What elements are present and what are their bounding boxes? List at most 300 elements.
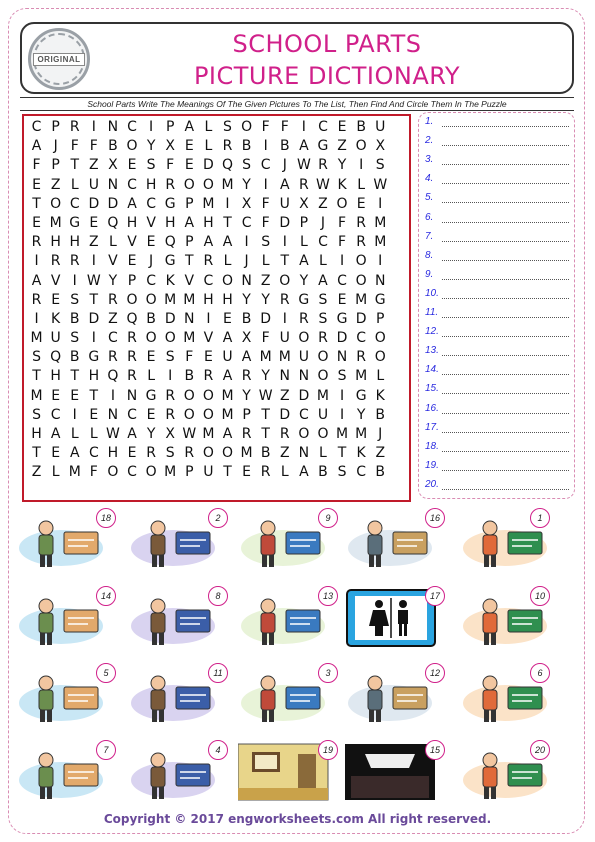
puzzle-letter[interactable]: D — [164, 310, 176, 327]
puzzle-letter[interactable]: O — [202, 387, 214, 404]
puzzle-letter[interactable]: B — [69, 310, 80, 327]
puzzle-letter[interactable]: Y — [242, 291, 251, 308]
puzzle-letter[interactable]: J — [149, 253, 154, 270]
puzzle-letter[interactable]: I — [301, 119, 306, 135]
puzzle-letter[interactable]: R — [356, 349, 366, 366]
puzzle-letter[interactable]: O — [355, 138, 367, 155]
puzzle-letter[interactable]: O — [107, 464, 119, 481]
answer-blank[interactable] — [442, 326, 569, 337]
puzzle-letter[interactable]: B — [318, 464, 328, 481]
answer-line[interactable] — [425, 135, 569, 146]
puzzle-letter[interactable]: C — [356, 464, 367, 481]
puzzle-letter[interactable]: H — [126, 214, 138, 231]
puzzle-letter[interactable]: B — [241, 310, 252, 327]
puzzle-letter[interactable]: E — [242, 464, 251, 481]
puzzle-letter[interactable]: M — [30, 330, 43, 347]
puzzle-letter[interactable]: U — [279, 195, 290, 212]
puzzle-letter[interactable]: M — [355, 426, 368, 442]
puzzle-letter[interactable]: C — [88, 445, 99, 462]
puzzle-letter[interactable]: R — [69, 253, 80, 270]
puzzle-letter[interactable]: S — [242, 157, 252, 174]
puzzle-letter[interactable]: N — [126, 387, 138, 404]
puzzle-letter[interactable]: C — [127, 464, 137, 481]
puzzle-letter[interactable]: A — [184, 119, 195, 135]
puzzle-letter[interactable]: X — [165, 138, 175, 155]
answer-blank[interactable] — [442, 422, 569, 433]
puzzle-letter[interactable]: O — [202, 176, 214, 193]
puzzle-letter[interactable]: T — [337, 445, 347, 462]
puzzle-letter[interactable]: A — [318, 272, 328, 289]
puzzle-letter[interactable]: I — [206, 310, 211, 327]
puzzle-letter[interactable]: M — [221, 176, 234, 193]
puzzle-letter[interactable]: H — [145, 176, 157, 193]
puzzle-letter[interactable]: I — [91, 119, 96, 135]
puzzle-letter[interactable]: D — [88, 310, 100, 327]
answer-blank[interactable] — [442, 269, 569, 280]
puzzle-letter[interactable]: M — [221, 406, 234, 423]
puzzle-letter[interactable]: G — [88, 349, 100, 366]
puzzle-letter[interactable]: F — [261, 119, 270, 135]
puzzle-letter[interactable]: I — [72, 272, 77, 289]
puzzle-letter[interactable]: U — [222, 349, 233, 366]
puzzle-letter[interactable]: O — [126, 291, 138, 308]
puzzle-letter[interactable]: O — [50, 195, 62, 212]
puzzle-letter[interactable]: P — [127, 272, 137, 289]
puzzle-letter[interactable]: O — [241, 119, 253, 135]
puzzle-letter[interactable]: R — [69, 119, 80, 135]
puzzle-letter[interactable]: F — [166, 157, 175, 174]
puzzle-letter[interactable]: L — [70, 176, 79, 193]
puzzle-letter[interactable]: Z — [318, 195, 328, 212]
puzzle-letter[interactable]: T — [261, 426, 270, 442]
answer-line[interactable] — [425, 383, 569, 394]
puzzle-letter[interactable]: I — [339, 406, 345, 423]
puzzle-letter[interactable]: G — [164, 253, 176, 270]
puzzle-letter[interactable]: R — [146, 445, 156, 462]
puzzle-letter[interactable]: I — [282, 234, 287, 251]
puzzle-letter[interactable]: K — [375, 387, 385, 404]
puzzle-letter[interactable]: I — [225, 195, 230, 212]
puzzle-letter[interactable]: T — [89, 387, 99, 404]
answer-blank[interactable] — [442, 135, 569, 146]
puzzle-letter[interactable]: M — [355, 291, 368, 308]
puzzle-letter[interactable]: N — [336, 349, 348, 366]
puzzle-letter[interactable]: S — [32, 349, 41, 366]
puzzle-letter[interactable]: O — [374, 349, 386, 366]
puzzle-letter[interactable]: V — [108, 253, 118, 270]
puzzle-letter[interactable]: N — [298, 368, 310, 385]
puzzle-letter[interactable]: E — [32, 176, 41, 193]
puzzle-letter[interactable]: N — [184, 310, 195, 327]
puzzle-letter[interactable]: O — [355, 272, 367, 289]
puzzle-letter[interactable]: F — [261, 330, 270, 347]
puzzle-letter[interactable]: I — [378, 195, 383, 212]
puzzle-letter[interactable]: E — [146, 406, 156, 423]
puzzle-letter[interactable]: O — [164, 330, 176, 347]
puzzle-letter[interactable]: M — [374, 214, 387, 231]
puzzle-letter[interactable]: R — [31, 291, 42, 308]
puzzle-letter[interactable]: G — [145, 387, 157, 404]
puzzle-letter[interactable]: R — [298, 176, 309, 193]
puzzle-letter[interactable]: Y — [356, 406, 366, 423]
puzzle-letter[interactable]: Z — [337, 138, 347, 155]
puzzle-letter[interactable]: I — [168, 368, 173, 385]
answer-blank[interactable] — [442, 288, 569, 299]
puzzle-letter[interactable]: D — [260, 310, 272, 327]
puzzle-letter[interactable]: Y — [242, 176, 251, 193]
puzzle-letter[interactable]: G — [164, 195, 176, 212]
puzzle-letter[interactable]: C — [108, 330, 118, 347]
puzzle-letter[interactable]: K — [356, 445, 366, 462]
puzzle-letter[interactable]: V — [184, 272, 195, 289]
puzzle-letter[interactable]: H — [50, 234, 61, 251]
puzzle-letter[interactable]: Z — [279, 445, 290, 462]
puzzle-letter[interactable]: B — [184, 368, 195, 385]
puzzle-letter[interactable]: Q — [50, 349, 62, 366]
puzzle-letter[interactable]: F — [261, 195, 270, 212]
puzzle-letter[interactable]: C — [318, 234, 328, 251]
puzzle-letter[interactable]: Z — [89, 234, 99, 251]
puzzle-letter[interactable]: P — [51, 119, 60, 135]
puzzle-letter[interactable]: C — [127, 119, 137, 135]
puzzle-letter[interactable]: Z — [108, 310, 118, 327]
puzzle-letter[interactable]: V — [127, 234, 137, 251]
puzzle-letter[interactable]: T — [280, 253, 290, 270]
puzzle-letter[interactable]: W — [316, 176, 330, 193]
puzzle-letter[interactable]: I — [263, 176, 268, 193]
answer-blank[interactable] — [442, 192, 569, 203]
puzzle-letter[interactable]: G — [374, 291, 386, 308]
puzzle-letter[interactable]: R — [184, 445, 195, 462]
puzzle-letter[interactable]: P — [185, 195, 194, 212]
answer-line[interactable] — [425, 403, 569, 414]
puzzle-letter[interactable]: O — [298, 330, 310, 347]
puzzle-letter[interactable]: R — [356, 214, 366, 231]
puzzle-letter[interactable]: U — [203, 464, 214, 481]
puzzle-letter[interactable]: B — [69, 349, 80, 366]
puzzle-letter[interactable]: M — [240, 445, 253, 462]
puzzle-letter[interactable]: C — [260, 157, 271, 174]
puzzle-letter[interactable]: H — [107, 445, 119, 462]
puzzle-letter[interactable]: G — [317, 138, 329, 155]
puzzle-letter[interactable]: T — [32, 195, 41, 212]
puzzle-letter[interactable]: F — [32, 157, 41, 174]
puzzle-letter[interactable]: F — [280, 119, 289, 135]
puzzle-letter[interactable]: C — [31, 119, 42, 135]
puzzle-letter[interactable]: C — [127, 406, 137, 423]
answer-blank[interactable] — [442, 307, 569, 318]
puzzle-letter[interactable]: S — [318, 310, 328, 327]
puzzle-letter[interactable]: G — [69, 214, 81, 231]
puzzle-letter[interactable]: A — [222, 368, 233, 385]
puzzle-letter[interactable]: L — [204, 119, 213, 135]
puzzle-letter[interactable]: M — [278, 349, 291, 366]
puzzle-letter[interactable]: A — [299, 464, 309, 481]
puzzle-letter[interactable]: U — [279, 330, 290, 347]
answer-blank[interactable] — [442, 345, 569, 356]
puzzle-letter[interactable]: E — [70, 387, 80, 404]
puzzle-letter[interactable]: F — [261, 214, 270, 231]
puzzle-letter[interactable]: E — [223, 310, 232, 327]
answer-blank[interactable] — [442, 154, 569, 165]
puzzle-letter[interactable]: M — [164, 291, 177, 308]
puzzle-letter[interactable]: E — [184, 157, 194, 174]
puzzle-letter[interactable]: Y — [299, 272, 309, 289]
puzzle-letter[interactable]: C — [146, 272, 156, 289]
puzzle-letter[interactable]: R — [260, 464, 271, 481]
puzzle-letter[interactable]: N — [107, 176, 119, 193]
puzzle-letter[interactable]: P — [376, 310, 385, 327]
puzzle-letter[interactable]: R — [165, 387, 176, 404]
puzzle-letter[interactable]: I — [378, 253, 383, 270]
answer-line[interactable] — [425, 345, 569, 356]
puzzle-letter[interactable]: R — [50, 253, 61, 270]
puzzle-letter[interactable]: B — [279, 138, 290, 155]
puzzle-letter[interactable]: J — [53, 138, 58, 155]
puzzle-letter[interactable]: H — [164, 214, 176, 231]
puzzle-letter[interactable]: O — [183, 406, 195, 423]
puzzle-letter[interactable]: O — [317, 368, 329, 385]
answer-blank[interactable] — [442, 364, 569, 375]
puzzle-letter[interactable]: K — [165, 272, 175, 289]
puzzle-letter[interactable]: R — [31, 234, 42, 251]
puzzle-letter[interactable]: L — [223, 253, 232, 270]
puzzle-letter[interactable]: R — [127, 349, 137, 366]
puzzle-letter[interactable]: I — [91, 330, 96, 347]
puzzle-letter[interactable]: F — [338, 234, 347, 251]
answer-line[interactable] — [425, 307, 569, 318]
puzzle-letter[interactable]: L — [357, 176, 366, 193]
puzzle-letter[interactable]: O — [202, 406, 214, 423]
answer-blank[interactable] — [442, 383, 569, 394]
answer-blank[interactable] — [442, 441, 569, 452]
puzzle-letter[interactable]: X — [375, 138, 386, 155]
answer-line[interactable] — [425, 422, 569, 433]
puzzle-letter[interactable]: F — [89, 138, 98, 155]
puzzle-letter[interactable]: H — [69, 234, 80, 251]
puzzle-letter[interactable]: A — [50, 426, 61, 442]
puzzle-letter[interactable]: O — [355, 253, 367, 270]
puzzle-letter[interactable]: O — [183, 387, 195, 404]
puzzle-letter[interactable]: D — [107, 195, 119, 212]
puzzle-letter[interactable]: A — [222, 426, 233, 442]
puzzle-letter[interactable]: U — [88, 176, 99, 193]
puzzle-letter[interactable]: G — [336, 310, 348, 327]
puzzle-letter[interactable]: O — [145, 330, 157, 347]
puzzle-letter[interactable]: S — [146, 157, 156, 174]
puzzle-letter[interactable]: R — [318, 157, 328, 174]
puzzle-letter[interactable]: I — [339, 253, 345, 270]
puzzle-letter[interactable]: I — [244, 234, 249, 251]
puzzle-letter[interactable]: N — [279, 368, 290, 385]
puzzle-letter[interactable]: A — [203, 234, 214, 251]
puzzle-letter[interactable]: I — [72, 406, 77, 423]
answer-line[interactable] — [425, 479, 569, 490]
puzzle-letter[interactable]: S — [165, 445, 175, 462]
puzzle-letter[interactable]: Q — [107, 214, 119, 231]
puzzle-letter[interactable]: E — [32, 214, 41, 231]
puzzle-letter[interactable]: M — [374, 234, 387, 251]
puzzle-letter[interactable]: S — [70, 291, 80, 308]
puzzle-letter[interactable]: E — [127, 445, 137, 462]
puzzle-letter[interactable]: T — [70, 157, 80, 174]
puzzle-letter[interactable]: O — [279, 272, 291, 289]
puzzle-letter[interactable]: C — [203, 272, 214, 289]
puzzle-letter[interactable]: P — [51, 157, 60, 174]
puzzle-letter[interactable]: E — [89, 406, 99, 423]
puzzle-letter[interactable]: I — [34, 310, 39, 327]
answer-line[interactable] — [425, 364, 569, 375]
puzzle-letter[interactable]: U — [375, 119, 386, 135]
puzzle-letter[interactable]: O — [126, 138, 138, 155]
puzzle-letter[interactable]: L — [280, 464, 289, 481]
puzzle-letter[interactable]: R — [279, 291, 290, 308]
puzzle-letter[interactable]: S — [375, 157, 385, 174]
puzzle-letter[interactable]: V — [146, 214, 156, 231]
puzzle-letter[interactable]: X — [108, 157, 118, 174]
puzzle-letter[interactable]: R — [298, 310, 309, 327]
puzzle-letter[interactable]: S — [261, 234, 271, 251]
puzzle-letter[interactable]: M — [30, 387, 43, 404]
puzzle-letter[interactable]: T — [223, 464, 232, 481]
puzzle-letter[interactable]: O — [145, 464, 157, 481]
puzzle-letter[interactable]: C — [69, 195, 80, 212]
puzzle-letter[interactable]: E — [146, 349, 156, 366]
puzzle-letter[interactable]: N — [298, 445, 310, 462]
puzzle-letter[interactable]: H — [203, 291, 214, 308]
puzzle-letter[interactable]: W — [106, 426, 120, 442]
puzzle-letter[interactable]: O — [298, 426, 310, 442]
answer-blank[interactable] — [442, 479, 569, 490]
puzzle-letter[interactable]: R — [165, 406, 176, 423]
puzzle-letter[interactable]: D — [88, 195, 100, 212]
puzzle-letter[interactable]: A — [299, 138, 309, 155]
puzzle-letter[interactable]: M — [259, 349, 272, 366]
puzzle-letter[interactable]: P — [165, 119, 175, 135]
puzzle-letter[interactable]: S — [337, 368, 347, 385]
puzzle-letter[interactable]: Q — [164, 234, 176, 251]
puzzle-letter[interactable]: H — [203, 214, 214, 231]
puzzle-letter[interactable]: S — [70, 330, 80, 347]
puzzle-letter[interactable]: A — [222, 234, 233, 251]
puzzle-letter[interactable]: T — [185, 253, 194, 270]
puzzle-letter[interactable]: O — [202, 445, 214, 462]
puzzle-letter[interactable]: A — [299, 253, 309, 270]
puzzle-letter[interactable]: X — [241, 330, 252, 347]
puzzle-letter[interactable]: Y — [261, 368, 270, 385]
puzzle-letter[interactable]: C — [356, 330, 367, 347]
puzzle-letter[interactable]: N — [107, 406, 119, 423]
puzzle-letter[interactable]: A — [127, 426, 137, 442]
puzzle-letter[interactable]: X — [165, 426, 175, 442]
puzzle-letter[interactable]: N — [241, 272, 252, 289]
puzzle-letter[interactable]: T — [32, 445, 41, 462]
puzzle-letter[interactable]: I — [263, 138, 268, 155]
puzzle-letter[interactable]: F — [338, 214, 347, 231]
puzzle-letter[interactable]: T — [70, 368, 80, 385]
puzzle-letter[interactable]: M — [202, 426, 215, 442]
puzzle-letter[interactable]: O — [336, 195, 348, 212]
puzzle-letter[interactable]: S — [337, 464, 347, 481]
puzzle-letter[interactable]: C — [318, 119, 328, 135]
answer-blank[interactable] — [442, 212, 569, 223]
puzzle-letter[interactable]: T — [89, 291, 99, 308]
puzzle-letter[interactable]: B — [260, 445, 271, 462]
puzzle-letter[interactable]: W — [373, 176, 388, 193]
answer-blank[interactable] — [442, 403, 569, 414]
puzzle-letter[interactable]: R — [203, 368, 214, 385]
puzzle-letter[interactable]: R — [279, 426, 290, 442]
puzzle-letter[interactable]: E — [337, 119, 347, 135]
answer-blank[interactable] — [442, 250, 569, 261]
puzzle-letter[interactable]: M — [183, 291, 196, 308]
puzzle-letter[interactable]: A — [279, 176, 290, 193]
puzzle-letter[interactable]: T — [223, 214, 232, 231]
puzzle-letter[interactable]: E — [356, 195, 366, 212]
puzzle-letter[interactable]: D — [279, 214, 291, 231]
answer-blank[interactable] — [442, 460, 569, 471]
puzzle-letter[interactable]: Z — [89, 157, 99, 174]
puzzle-letter[interactable]: N — [374, 272, 386, 289]
puzzle-letter[interactable]: U — [298, 349, 309, 366]
puzzle-letter[interactable]: I — [34, 253, 39, 270]
puzzle-letter[interactable]: P — [185, 234, 194, 251]
puzzle-letter[interactable]: O — [374, 330, 386, 347]
puzzle-letter[interactable]: E — [89, 214, 99, 231]
puzzle-letter[interactable]: Y — [242, 387, 251, 404]
puzzle-letter[interactable]: X — [241, 195, 252, 212]
puzzle-letter[interactable]: Z — [279, 387, 290, 404]
puzzle-letter[interactable]: B — [241, 138, 252, 155]
answer-line[interactable] — [425, 441, 569, 452]
puzzle-letter[interactable]: L — [299, 234, 308, 251]
puzzle-letter[interactable]: Y — [146, 138, 156, 155]
puzzle-letter[interactable]: J — [282, 157, 287, 174]
puzzle-letter[interactable]: P — [185, 464, 194, 481]
puzzle-letter[interactable]: B — [375, 406, 386, 423]
puzzle-letter[interactable]: V — [50, 272, 61, 289]
answer-blank[interactable] — [442, 231, 569, 242]
puzzle-letter[interactable]: E — [51, 291, 61, 308]
puzzle-letter[interactable]: Q — [221, 157, 233, 174]
puzzle-letter[interactable]: O — [183, 176, 195, 193]
puzzle-letter[interactable]: O — [221, 445, 233, 462]
puzzle-letter[interactable]: D — [298, 387, 310, 404]
puzzle-letter[interactable]: L — [204, 138, 213, 155]
puzzle-letter[interactable]: L — [70, 426, 79, 442]
puzzle-letter[interactable]: F — [89, 464, 98, 481]
answer-line[interactable] — [425, 173, 569, 184]
puzzle-letter[interactable]: W — [296, 157, 311, 174]
puzzle-letter[interactable]: S — [165, 349, 175, 366]
puzzle-letter[interactable]: D — [336, 330, 348, 347]
puzzle-letter[interactable]: Z — [31, 464, 42, 481]
puzzle-letter[interactable]: Z — [375, 445, 386, 462]
puzzle-letter[interactable]: M — [68, 464, 81, 481]
puzzle-letter[interactable]: J — [244, 253, 249, 270]
puzzle-letter[interactable]: E — [184, 138, 194, 155]
puzzle-letter[interactable]: M — [49, 214, 62, 231]
puzzle-letter[interactable]: L — [261, 253, 270, 270]
puzzle-letter[interactable]: L — [109, 234, 117, 251]
answer-blank[interactable] — [442, 116, 569, 127]
puzzle-letter[interactable]: C — [241, 214, 252, 231]
puzzle-letter[interactable]: I — [282, 310, 287, 327]
puzzle-letter[interactable]: W — [182, 426, 197, 442]
puzzle-letter[interactable]: Q — [107, 368, 119, 385]
puzzle-letter[interactable]: S — [318, 291, 328, 308]
puzzle-letter[interactable]: Q — [126, 310, 138, 327]
